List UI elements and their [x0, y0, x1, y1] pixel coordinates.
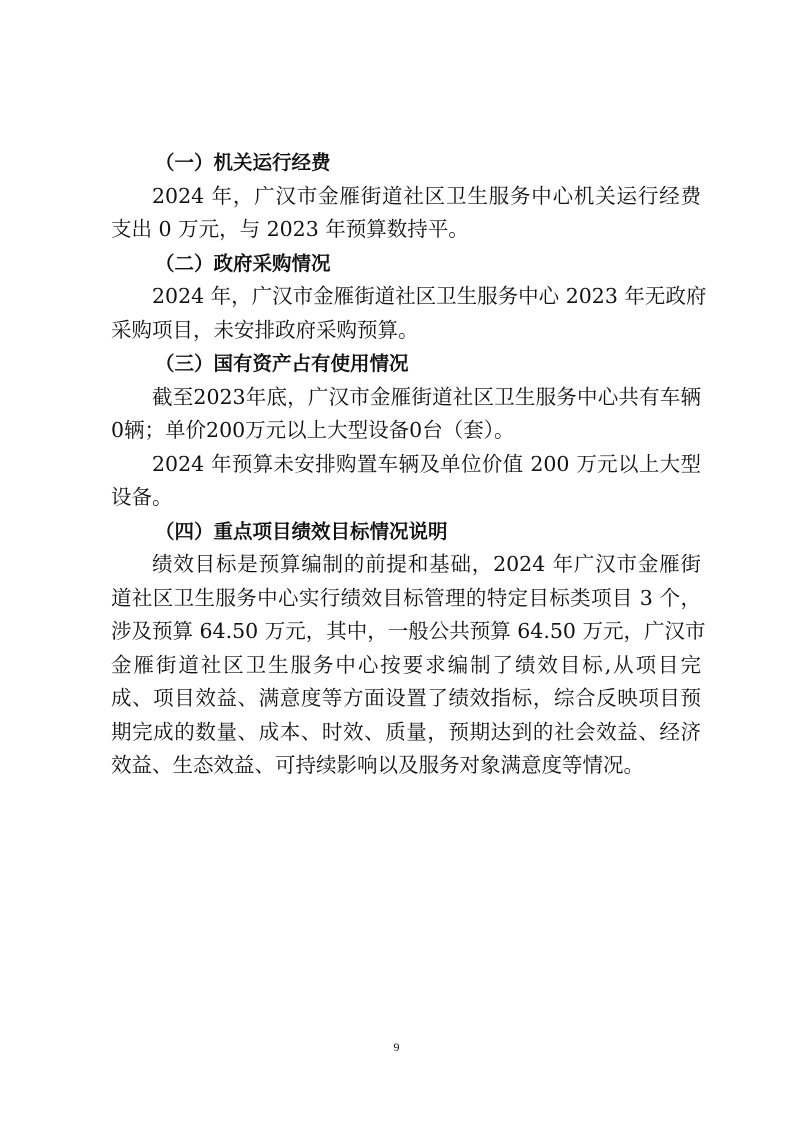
paragraph-line: 金雁街道社区卫生服务中心按要求编制了绩效目标,从项目完 — [111, 652, 701, 677]
paragraph-line: 采购项目，未安排政府采购预算。 — [111, 317, 419, 342]
section-heading-state-assets: （三）国有资产占有使用情况 — [155, 352, 409, 375]
paragraph-line: 道社区卫生服务中心实行绩效目标管理的特定目标类项目 3 个， — [111, 585, 701, 610]
paragraph-line: 设备。 — [111, 485, 173, 509]
section-heading-operating-costs: （一）机关运行经费 — [155, 151, 331, 174]
paragraph-line: 2024 年，广汉市金雁街道社区卫生服务中心 2023 年无政府 — [152, 284, 707, 308]
paragraph-line: 效益、生态效益、可持续影响以及服务对象满意度等情况。 — [111, 753, 644, 777]
paragraph-line: 2024 年预算未安排购置车辆及单位价值 200 万元以上大型 — [152, 451, 701, 476]
paragraph-line: 涉及预算 64.50 万元，其中，一般公共预算 64.50 万元，广汉市 — [111, 619, 706, 643]
section-heading-procurement: （二）政府采购情况 — [155, 251, 331, 275]
paragraph-line: 2024 年，广汉市金雁街道社区卫生服务中心机关运行经费 — [152, 183, 701, 208]
paragraph-line: 绩效目标是预算编制的前提和基础，2024 年广汉市金雁街 — [152, 552, 701, 576]
document-body — [111, 146, 707, 783]
page-number: 9 — [393, 1040, 400, 1054]
paragraph-line: 期完成的数量、成本、时效、质量，预期达到的社会效益、经济 — [111, 719, 701, 744]
paragraph-line: 支出 0 万元，与 2023 年预算数持平。 — [111, 217, 469, 241]
paragraph-line: 0辆；单价200万元以上大型设备0台（套）。 — [111, 418, 515, 442]
paragraph-line: 成、项目效益、满意度等方面设置了绩效指标，综合反映项目预 — [111, 686, 701, 710]
paragraph-line: 截至2023年底，广汉市金雁街道社区卫生服务中心共有车辆 — [152, 384, 701, 409]
section-heading-performance-goals: （四）重点项目绩效目标情况说明 — [155, 519, 448, 543]
